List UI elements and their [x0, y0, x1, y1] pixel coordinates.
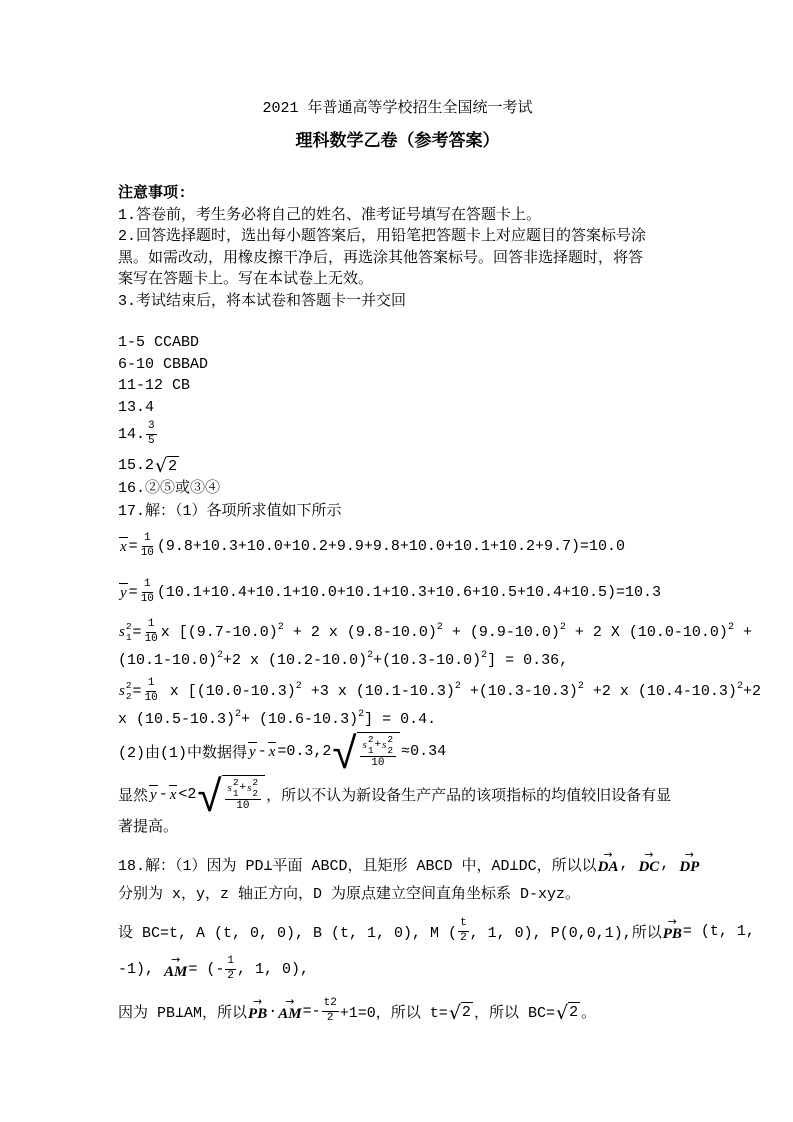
formula-text: ，所以不认为新设备生产产品的该项指标的均值较旧设备有显 [266, 788, 672, 805]
variable-with-sub-sup [382, 735, 393, 756]
denominator: 5 [148, 434, 155, 447]
fraction [146, 420, 157, 449]
denominator: 10 [140, 547, 154, 559]
formula-text: 10 [236, 800, 250, 813]
formula-text: · [268, 1003, 278, 1020]
formula-text: 显然 [118, 788, 149, 805]
notice-heading: 注意事项: [118, 185, 188, 202]
q18-line3 [118, 914, 755, 950]
q18-line4 [118, 952, 677, 988]
answer-line-1-5: 1-5 CCABD [118, 334, 200, 351]
radical-icon: √ [448, 1001, 461, 1024]
q17-conclusion-formula [118, 771, 677, 823]
formula-text: , 1, 0), [236, 961, 309, 978]
numerator: 1 [142, 578, 153, 593]
answer-line-16: 16.②⑤或③④ [118, 480, 221, 497]
formula-text: 2 [168, 457, 178, 475]
denominator: 2 [460, 932, 467, 944]
fraction [139, 578, 156, 607]
subscript: 2 [125, 690, 132, 702]
variable-with-sub-sup [119, 681, 132, 702]
answer-line-15 [118, 452, 677, 478]
formula-text: (10.1+10.4+10.1+10.0+10.1+10.3+10.6+10.5+10.4+10.5)=10.3 [156, 584, 661, 601]
formula-text: 。 [581, 1005, 597, 1022]
variable: s [247, 781, 252, 794]
sub-sup-stack [126, 681, 132, 702]
document-title: 2021 年普通高等学校招生全国统一考试 [262, 100, 533, 117]
formula-text: - [257, 743, 267, 760]
superscript: 2 [367, 649, 374, 661]
fraction [458, 917, 469, 946]
superscript: 2 [125, 680, 132, 692]
formula-text: - [158, 786, 168, 803]
formula-text: = [128, 538, 138, 555]
overline-variable: x [120, 538, 127, 555]
formula-text: 10 [371, 757, 385, 770]
subscript: 1 [125, 631, 132, 643]
superscript: 2 [481, 649, 488, 661]
q17-s1-formula-line2 [118, 649, 677, 672]
superscript: 2 [295, 681, 302, 692]
formula-text: +(10.3-10.0) [373, 651, 482, 669]
denominator: 10 [144, 692, 158, 704]
formula-text: ] = 0.4. [364, 710, 437, 728]
radicand [357, 732, 401, 771]
fraction [225, 955, 236, 984]
q17-s1-formula-line1 [118, 617, 752, 649]
q17-s2-formula-line1 [118, 676, 761, 708]
vector-arrow-icon: → [285, 995, 295, 1008]
vector-name: DC [638, 858, 660, 875]
square-root [332, 728, 400, 780]
vector-name: AM [164, 964, 188, 980]
vector-name: AM [278, 1006, 302, 1022]
vector-name: DP [679, 858, 700, 875]
superscript: 2 [559, 622, 566, 633]
variable-with-sub-sup [119, 622, 132, 643]
sub-sup-stack [387, 735, 393, 756]
formula-text: +2 x (10.2-10.0) [223, 651, 368, 669]
radicand [222, 775, 266, 814]
vector [679, 847, 700, 876]
formula-text: , 1, 0), P(0,0,1),所以 [469, 925, 662, 942]
subscript: 2 [387, 744, 394, 756]
formula-text: 15.2 [118, 456, 155, 474]
square-root [448, 1001, 473, 1024]
superscript: 2 [277, 622, 284, 633]
formula-text: + 2 X (10.0-10.0) [565, 624, 728, 641]
q18-line1 [118, 847, 700, 878]
fraction [139, 532, 156, 561]
superscript: 2 [232, 777, 239, 789]
q18-line2: 分别为 x，y，z 轴正方向，D 为原点建立空间直角坐标系 D-xyz。 [118, 886, 581, 903]
radical-icon: √ [155, 455, 168, 478]
formula-text: ] = 0.36, [487, 651, 569, 669]
vector-arrow-icon: → [644, 847, 654, 861]
square-root [555, 1001, 580, 1024]
superscript: 2 [454, 681, 461, 692]
q17-ybar-formula [118, 575, 677, 611]
radical-icon: √ [555, 1001, 569, 1024]
fraction [143, 677, 160, 706]
notice-line-2-cont: 黑。如需改动，用橡皮擦干净后，再选涂其他答案标号。回答非选择题时，将答 [118, 249, 644, 267]
variable: s [119, 683, 125, 699]
vector [662, 915, 682, 943]
notice-line-1: 1.答卷前，考生务必将自己的姓名、准考证号填写在答题卡上。 [118, 206, 542, 224]
subscript: 2 [252, 787, 259, 799]
numerator: t [458, 917, 469, 932]
fraction [143, 618, 160, 647]
vector-arrow-icon: → [684, 847, 694, 861]
formula-text: 设 BC=t, A (t, 0, 0), B (t, 1, 0), M ( [118, 925, 458, 942]
formula-text: ≈0.34 [401, 743, 447, 760]
subscript: 1 [232, 787, 239, 799]
variable: s [382, 738, 387, 751]
denominator [369, 757, 386, 771]
formula-text: +2 x (10.4-10.3) [583, 683, 737, 700]
superscript: 2 [217, 649, 224, 661]
vector [638, 847, 660, 876]
numerator: t2 [322, 997, 339, 1012]
denominator: 2 [326, 1012, 334, 1024]
variable-with-sub-sup [363, 735, 374, 756]
numerator: 1 [146, 618, 157, 633]
superscript: 2 [577, 681, 584, 692]
formula-text: + [374, 738, 382, 751]
fraction [225, 778, 262, 814]
formula-text: + [239, 781, 247, 794]
formula-text: =- [302, 1003, 321, 1020]
square-root [197, 771, 265, 823]
notice-line-2-cont2: 案写在答题卡上。写在本试卷上无效。 [118, 271, 374, 288]
sub-sup-stack [233, 778, 239, 799]
numerator [225, 778, 262, 800]
subscript: 1 [367, 744, 374, 756]
vector [164, 953, 188, 981]
superscript: 2 [367, 734, 374, 746]
notice-line-2: 2.回答选择题时，选出每小题答案后，用铅笔把答题卡上对应题目的答案标号涂 [118, 228, 647, 245]
notice-line-3: 3.考试结束后，将本试卷和答题卡一并交回 [118, 292, 407, 310]
radicand [461, 1002, 473, 1021]
q17-conclusion-tail: 著提高。 [118, 818, 179, 836]
numerator: 1 [142, 532, 153, 547]
formula-text: + 2 x (9.8-10.0) [283, 624, 437, 641]
formula-text: = [132, 624, 142, 641]
overline-variable: y [249, 743, 256, 760]
formula-text: -1), [118, 961, 164, 978]
fraction [360, 735, 397, 771]
formula-text: = (- [188, 961, 225, 978]
vector [278, 995, 302, 1023]
formula-text: +(10.3-10.3) [460, 683, 578, 700]
formula-text: 因为 PB⊥AM，所以 [118, 1005, 248, 1022]
formula-text: =0.3,2 [277, 743, 332, 760]
formula-text: 14. [118, 425, 146, 443]
q17-xbar-formula [118, 529, 677, 565]
formula-text: , [660, 855, 679, 873]
document-subtitle: 理科数学乙卷（参考答案） [295, 133, 500, 152]
formula-text: +1=0，所以 t= [339, 1005, 448, 1022]
superscript: 2 [387, 734, 394, 746]
q18-line5 [118, 992, 677, 1032]
formula-text: = (t, 1, [682, 923, 755, 940]
variable-with-sub-sup [247, 778, 258, 799]
formula-text: <2 [178, 786, 197, 803]
vector-name: PB [248, 1006, 268, 1022]
formula-text: = [128, 584, 138, 601]
vector [597, 847, 619, 876]
numerator: 1 [225, 955, 236, 970]
formula-text: + [733, 624, 752, 641]
numerator: 1 [146, 677, 157, 692]
answer-line-13: 13.4 [118, 398, 155, 416]
overline-variable: y [120, 584, 127, 601]
formula-text: , [619, 855, 638, 873]
formula-text: x (10.5-10.3) [118, 710, 236, 728]
formula-text: ，所以 BC= [473, 1005, 555, 1022]
formula-text: (2)由(1)中数据得 [118, 745, 248, 762]
variable: s [119, 624, 125, 640]
superscript: 2 [235, 708, 242, 720]
superscript: 2 [125, 621, 132, 633]
vector-arrow-icon: → [667, 915, 677, 928]
fraction [322, 997, 339, 1026]
formula-text: (9.8+10.3+10.0+10.2+9.9+9.8+10.0+10.1+10.2+9.7)=10.0 [156, 538, 625, 555]
radical-icon: √ [197, 771, 222, 823]
superscript: 2 [252, 777, 259, 789]
numerator: 3 [146, 420, 157, 435]
vector [248, 995, 268, 1023]
formula-text: 2 [569, 1004, 579, 1021]
formula-text: +3 x (10.1-10.3) [301, 683, 455, 700]
superscript: 2 [358, 708, 365, 720]
variable: s [227, 781, 232, 794]
radicand [167, 456, 179, 475]
formula-text: x [(9.7-10.0) [160, 624, 278, 641]
superscript: 2 [736, 681, 743, 692]
superscript: 2 [436, 622, 443, 633]
formula-text: 2 [461, 1004, 471, 1021]
overline-variable: y [150, 786, 157, 803]
formula-text: = [132, 683, 142, 700]
overline-variable: x [169, 786, 177, 803]
vector-arrow-icon: → [253, 995, 263, 1008]
answer-line-6-10: 6-10 CBBAD [118, 355, 209, 373]
formula-text: x [(10.0-10.3) [160, 683, 296, 700]
denominator [234, 800, 251, 814]
denominator: 10 [144, 633, 158, 645]
q17-heading: 17.解：（1）各项所求值如下所示 [118, 503, 342, 520]
denominator: 2 [227, 970, 234, 982]
vector-name: PB [662, 926, 682, 942]
radical-icon: √ [332, 728, 357, 780]
formula-text: (10.1-10.0) [118, 651, 218, 669]
formula-text: + (10.6-10.3) [241, 710, 359, 728]
overline-variable: x [268, 743, 276, 760]
vector-arrow-icon: → [603, 847, 613, 861]
vector-arrow-icon: → [171, 953, 181, 966]
variable-with-sub-sup [228, 778, 239, 799]
answer-line-14 [118, 418, 677, 450]
formula-text: + (9.9-10.0) [442, 624, 560, 641]
answer-line-11-12: 11-12 CB [118, 377, 191, 394]
vector-name: DA [597, 858, 619, 875]
q17-part2-formula [118, 728, 677, 780]
q17-s2-formula-line2 [118, 708, 677, 731]
sub-sup-stack [368, 735, 374, 756]
sub-sup-stack [252, 778, 258, 799]
denominator: 10 [140, 593, 154, 605]
variable: s [362, 738, 367, 751]
sub-sup-stack [126, 622, 132, 643]
formula-text: +2 [742, 683, 761, 700]
superscript: 2 [727, 622, 734, 633]
square-root [155, 455, 179, 478]
numerator [360, 735, 397, 757]
radicand [568, 1002, 580, 1021]
formula-text: 18.解：（1）因为 PD⊥平面 ABCD，且矩形 ABCD 中，AD⊥DC，所以以 [118, 857, 597, 875]
